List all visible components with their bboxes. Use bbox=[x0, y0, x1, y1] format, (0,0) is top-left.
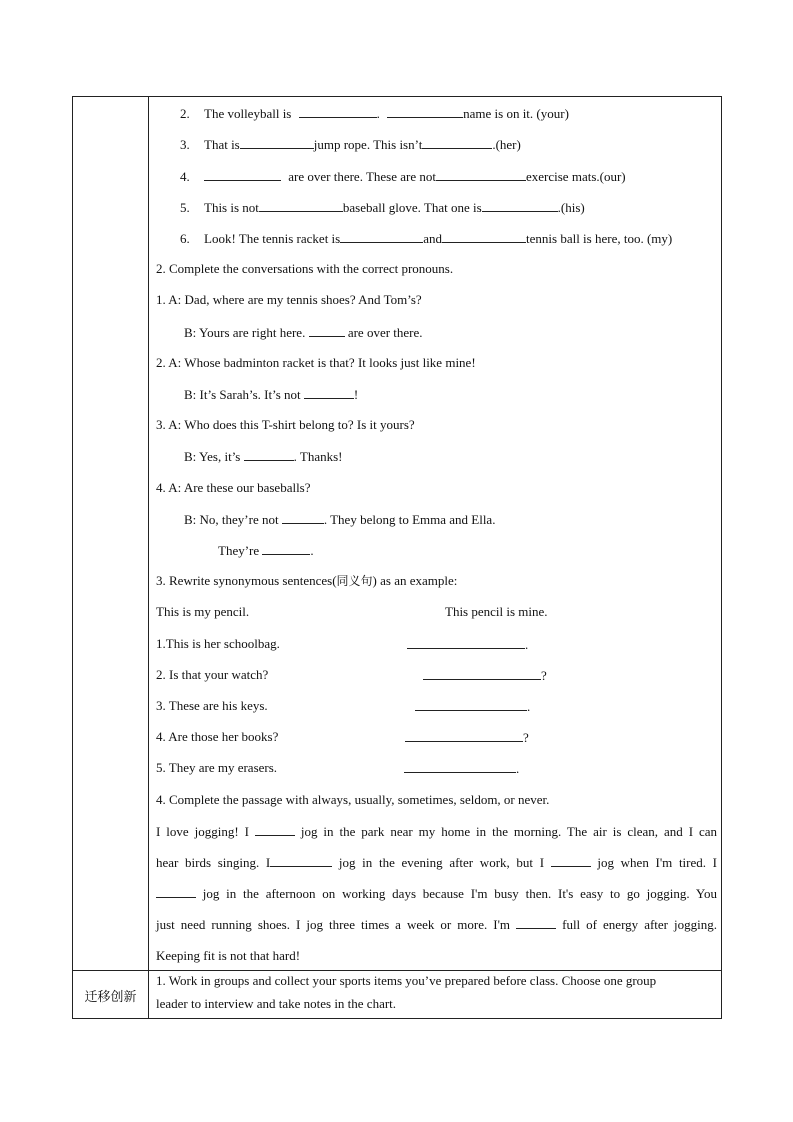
part3-answer-3: . bbox=[415, 698, 530, 715]
part3-answer-1: . bbox=[407, 636, 528, 653]
part3-example-left: This is my pencil. bbox=[156, 604, 250, 619]
part1-item-5: 5. This is not baseball glove. That one is .(his) bbox=[180, 200, 585, 215]
part4-line-5: Keeping fit is not that hard! bbox=[156, 948, 301, 963]
section-label: 迁移创新 bbox=[84, 989, 137, 1005]
part3-answer-5: . bbox=[404, 760, 519, 777]
bottom-text-line-1: 1. Work in groups and collect your sports items you’ve prepared before class. Choose one group bbox=[156, 973, 657, 988]
part4-line-2: hear birds singing. I jog in the evening after work, but I jog when I'm tired. I bbox=[156, 855, 718, 870]
part2-heading: 2. Complete the conversations with the correct pronouns. bbox=[156, 261, 454, 276]
part3-item-1: 1.This is her schoolbag. bbox=[156, 636, 280, 651]
part1-item-3: 3. That is jump rope. This isn’t .(her) bbox=[180, 137, 521, 152]
part2-q1-b: B: Yours are right here. are over there. bbox=[184, 325, 423, 340]
part2-q4-b: B: No, they’re not . They belong to Emma and Ella. bbox=[184, 512, 496, 527]
part2-q2-b: B: It’s Sarah’s. It’s not ! bbox=[184, 387, 359, 402]
part3-item-3: 3. These are his keys. bbox=[156, 698, 268, 713]
part2-q4-a: 4. A: Are these our baseballs? bbox=[156, 480, 311, 495]
part4-line-4: just need running shoes. I jog three times a week or more. I'm full of energy after jogging. bbox=[156, 917, 718, 932]
part1-item-4: 4. are over there. These are not exercise mats.(our) bbox=[180, 169, 626, 184]
part2-q3-a: 3. A: Who does this T-shirt belong to? Is it yours? bbox=[156, 417, 415, 432]
part1-item-6: 6. Look! The tennis racket is and tennis ball is here, too. (my) bbox=[180, 231, 673, 246]
part2-q3-b: B: Yes, it’s . Thanks! bbox=[184, 449, 343, 464]
part2-q1-a: 1. A: Dad, where are my tennis shoes? And Tom’s? bbox=[156, 292, 422, 307]
part4-line-3: jog in the afternoon on working days because I'm busy then. It's easy to go jogging. You bbox=[156, 885, 717, 902]
left-column bbox=[73, 97, 149, 1018]
part3-example-right: This pencil is mine. bbox=[445, 604, 548, 619]
part4-heading: 4. Complete the passage with always, usually, sometimes, seldom, or never. bbox=[156, 792, 550, 807]
worksheet-table bbox=[72, 96, 722, 1019]
part3-item-4: 4. Are those her books? bbox=[156, 729, 279, 744]
part1-item-2: 2. The volleyball is . name is on it. (your) bbox=[180, 106, 569, 121]
part3-item-2: 2. Is that your watch? bbox=[156, 667, 269, 682]
bottom-text-line-2: leader to interview and take notes in the chart. bbox=[156, 996, 397, 1011]
part2-q4-c: They’re . bbox=[218, 543, 314, 558]
part3-item-5: 5. They are my erasers. bbox=[156, 760, 278, 775]
part3-answer-4: ? bbox=[405, 729, 529, 746]
part2-q2-a: 2. A: Whose badminton racket is that? It looks just like mine! bbox=[156, 355, 476, 370]
row-divider bbox=[73, 970, 721, 971]
part3-heading: 3. Rewrite synonymous sentences(同义句) as an example: bbox=[156, 573, 458, 588]
part3-answer-2: ? bbox=[423, 667, 547, 684]
part4-line-1: I love jogging! I jog in the park near my home in the morning. The air is clean, and I can bbox=[156, 824, 718, 839]
